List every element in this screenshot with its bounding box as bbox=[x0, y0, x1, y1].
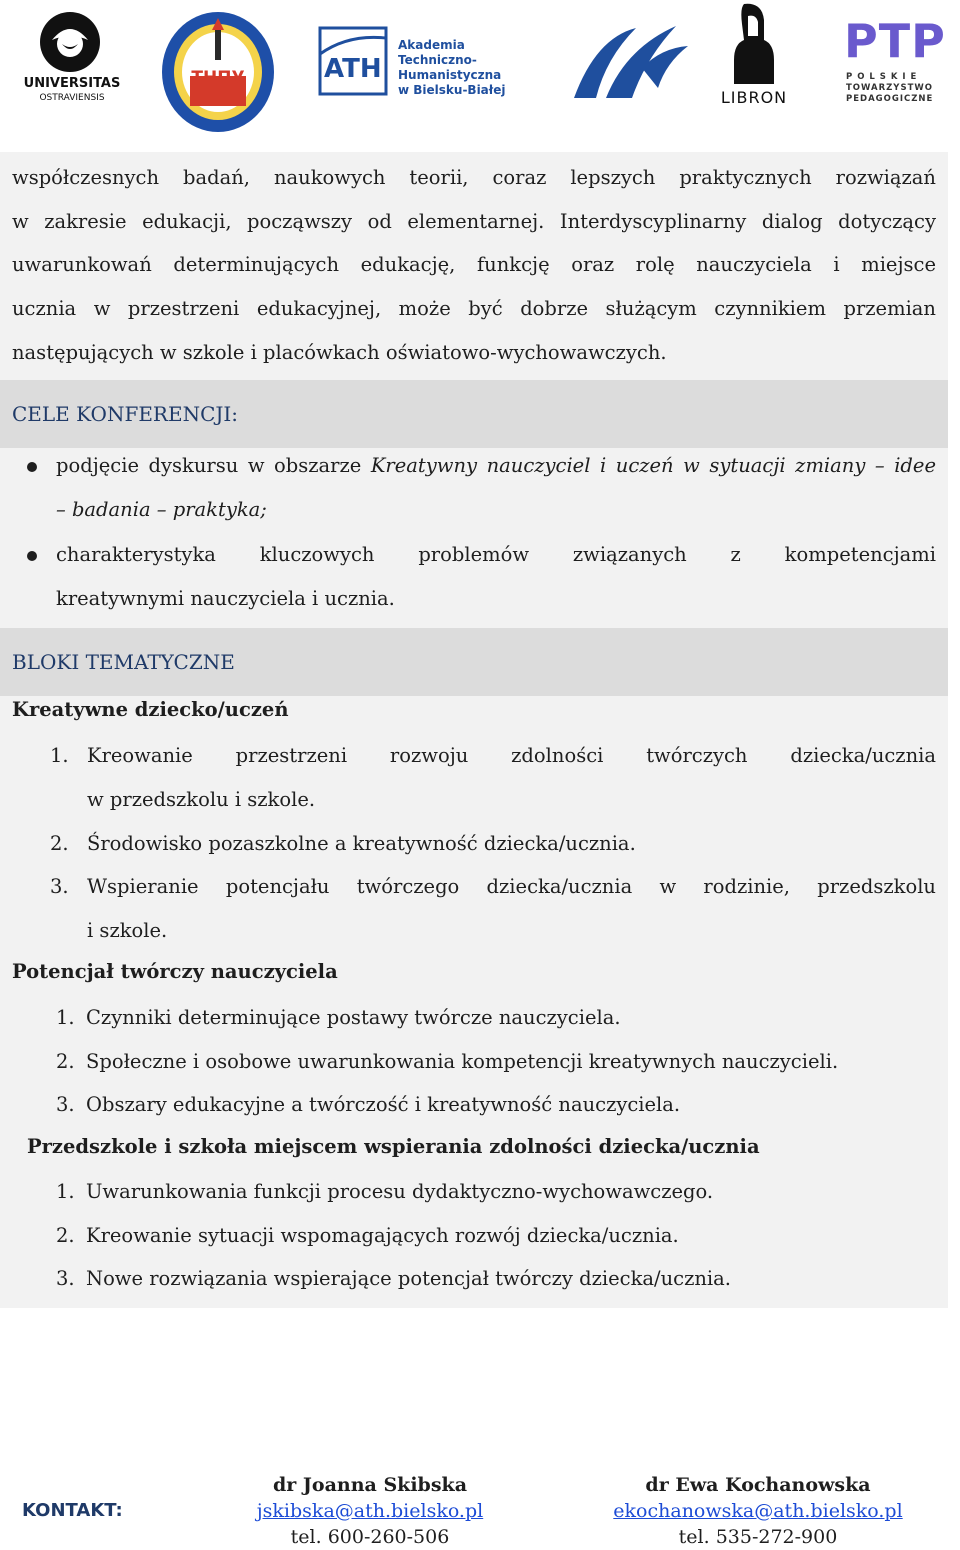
ptp-line3: PEDAGOGICZNE bbox=[846, 94, 934, 104]
item-text: Kreowanie sytuacji wspomagających rozwój dziecka/ucznia. bbox=[86, 1224, 679, 1247]
item-number: 1. bbox=[56, 1006, 75, 1029]
intro-line: w zakresie edukacji, począwszy od elementarnej. Interdyscyplinarny dialog dotyczący bbox=[12, 209, 936, 233]
footer bbox=[0, 1460, 960, 1546]
libron-logo bbox=[714, 0, 794, 112]
goal-2-line2: kreatywnymi nauczyciela i ucznia. bbox=[56, 587, 395, 610]
goals-heading: CELE KONFERENCJI: bbox=[12, 402, 239, 426]
block-2-title: Potencjał twórczy nauczyciela bbox=[12, 960, 338, 983]
ath-line3: w Bielsku-Białej bbox=[398, 83, 506, 97]
goal-item bbox=[0, 533, 948, 623]
item-number: 3. bbox=[56, 1093, 75, 1116]
intro-line: uwarunkowań determinujących edukację, funkcję oraz rolę nauczyciela i miejsce bbox=[12, 253, 936, 277]
item-number: 1. bbox=[50, 744, 69, 767]
item-text: Kreowanie przestrzeni rozwoju zdolności twórczych dziecka/ucznia bbox=[87, 744, 936, 767]
item-number: 2. bbox=[56, 1224, 75, 1247]
uo-name: UNIVERSITAS bbox=[23, 76, 121, 91]
item-text-cont: i szkole. bbox=[87, 918, 168, 942]
contact-2-email[interactable]: ekochanowska@ath.bielsko.pl bbox=[613, 1500, 903, 1522]
ptp-logo bbox=[840, 16, 958, 108]
tnpu-seal-logo bbox=[160, 10, 280, 135]
swoosh-logo bbox=[566, 18, 691, 108]
contact-1-phone: tel. 600-260-506 bbox=[290, 1526, 450, 1548]
bullet-icon bbox=[27, 551, 37, 561]
item-number: 2. bbox=[56, 1050, 75, 1073]
item-text: Uwarunkowania funkcji procesu dydaktyczno-wychowawczego. bbox=[86, 1180, 714, 1203]
item-text-cont: w przedszkolu i szkole. bbox=[87, 787, 316, 811]
goal-1-italic-line1: Kreatywny nauczyciel i uczeń w sytuacji zmiany – idee bbox=[370, 454, 936, 477]
contact-card-2 bbox=[600, 1472, 916, 1550]
ptp-line2: TOWARZYSTWO bbox=[846, 83, 933, 93]
ptp-abbr: PTP bbox=[844, 14, 946, 68]
item-number: 1. bbox=[56, 1180, 75, 1203]
intro-line: następujących w szkole i placówkach oświatowo-wychowawczych. bbox=[12, 340, 667, 364]
ptp-line1: P O L S K I E bbox=[846, 72, 918, 82]
item-number: 2. bbox=[50, 832, 69, 855]
contact-2-name: dr Ewa Kochanowska bbox=[645, 1474, 871, 1496]
contact-label: KONTAKT: bbox=[22, 1500, 123, 1521]
item-text: Wspieranie potencjału twórczego dziecka/ucznia w rodzinie, przedszkolu bbox=[87, 875, 936, 898]
ath-abbr: ATH bbox=[324, 54, 382, 84]
logo-bar bbox=[0, 0, 960, 135]
item-text: Nowe rozwiązania wspierające potencjał twórczy dziecka/ucznia. bbox=[86, 1267, 731, 1290]
tnpu-text: ТНПУ bbox=[191, 68, 245, 88]
goal-item bbox=[0, 444, 948, 534]
intro-line: ucznia w przestrzeni edukacyjnej, może być dobrze służącym czynnikiem przemian bbox=[12, 297, 936, 321]
blocks-heading: BLOKI TEMATYCZNE bbox=[12, 650, 235, 674]
goal-1-italic-line2: – badania – praktyka; bbox=[56, 498, 267, 521]
universitas-ostraviensis-logo bbox=[22, 10, 122, 110]
item-text: Obszary edukacyjne a twórczość i kreatywność nauczyciela. bbox=[86, 1093, 681, 1116]
block-1-title: Kreatywne dziecko/uczeń bbox=[12, 698, 289, 721]
goals-heading-band bbox=[0, 380, 948, 448]
uo-subname: OSTRAVIENSIS bbox=[39, 93, 105, 103]
item-number: 3. bbox=[50, 875, 69, 898]
intro-paragraph bbox=[12, 156, 936, 375]
contact-2-phone: tel. 535-272-900 bbox=[678, 1526, 838, 1548]
item-number: 3. bbox=[56, 1267, 75, 1290]
contact-1-name: dr Joanna Skibska bbox=[273, 1474, 467, 1496]
content-panel bbox=[0, 152, 948, 1308]
libron-text: LIBRON bbox=[720, 88, 788, 107]
ath-logo bbox=[318, 24, 548, 99]
item-text: Społeczne i osobowe uwarunkowania kompetencji kreatywnych nauczycieli. bbox=[86, 1050, 839, 1073]
bullet-icon bbox=[27, 462, 37, 472]
item-text: Czynniki determinujące postawy twórcze nauczyciela. bbox=[86, 1006, 621, 1029]
item-text: Środowisko pozaszkolne a kreatywność dziecka/ucznia. bbox=[87, 832, 636, 855]
block-3-title: Przedszkole i szkoła miejscem wspierania zdolności dziecka/ucznia bbox=[27, 1135, 760, 1158]
ath-line1: Akademia bbox=[398, 38, 465, 52]
ath-line2: Techniczno-Humanistyczna bbox=[398, 53, 502, 82]
contact-1-email[interactable]: jskibska@ath.bielsko.pl bbox=[256, 1500, 484, 1522]
goal-2-line1: charakterystyka kluczowych problemów związanych z kompetencjami bbox=[56, 543, 936, 566]
blocks-heading-band bbox=[0, 628, 948, 696]
intro-line: współczesnych badań, naukowych teorii, coraz lepszych praktycznych rozwiązań bbox=[12, 166, 936, 189]
goal-1-prefix: podjęcie dyskursu w obszarze bbox=[56, 454, 371, 477]
contact-card-1 bbox=[240, 1472, 500, 1550]
